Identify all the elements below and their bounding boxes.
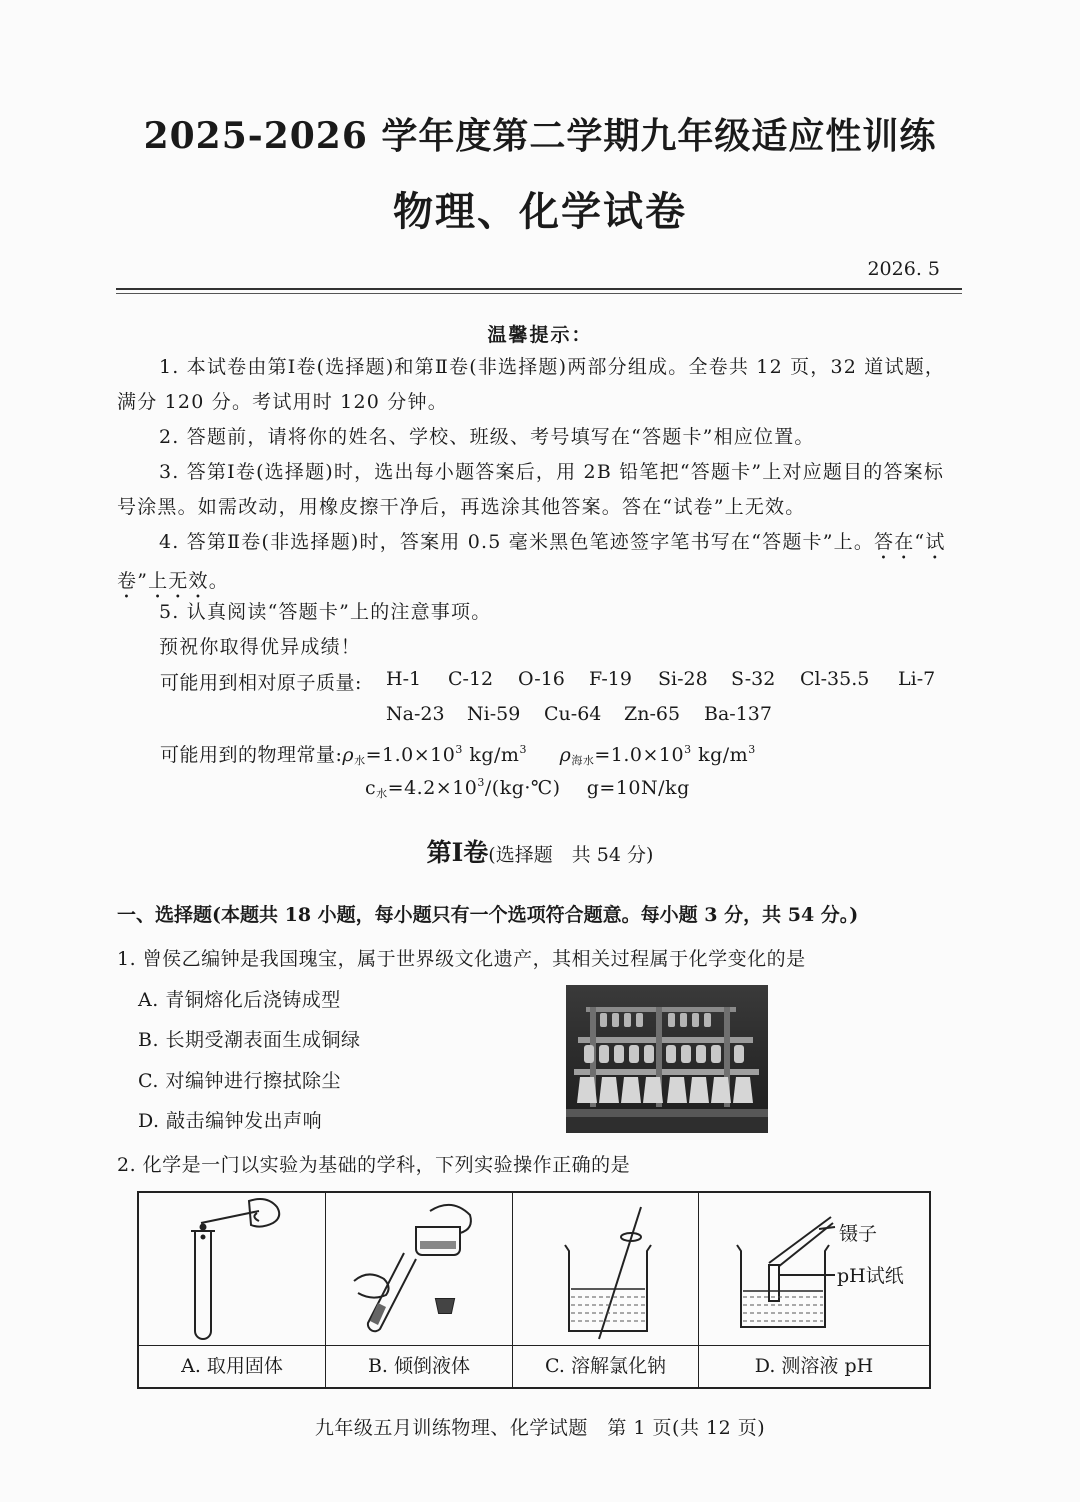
dissolving-nacl-illustration	[513, 1193, 699, 1343]
atomic-mass-item: Na-23	[386, 703, 445, 725]
section-title: 第Ⅰ卷	[426, 838, 489, 867]
c-symbol: c	[365, 777, 377, 799]
question-1-option-a: A. 青铜熔化后浇铸成型	[138, 989, 341, 1011]
g-value: g=10N/kg	[586, 777, 690, 799]
atomic-mass-item: Si-28	[658, 668, 708, 690]
exam-subject-title: 物理、化学试卷	[393, 188, 687, 235]
atomic-mass-item: Zn-65	[624, 703, 681, 725]
option-a-cell	[139, 1193, 326, 1387]
tips-heading: 温馨提示：	[487, 324, 593, 346]
atomic-mass-item: Li-7	[898, 668, 936, 690]
question-2-stem: 2. 化学是一门以实验为基础的学科，下列实验操作正确的是	[117, 1154, 631, 1176]
question-1-option-c: C. 对编钟进行擦拭除尘	[138, 1070, 341, 1092]
section-heading	[0, 833, 1080, 869]
rho-seawater-value: =1.0×10	[594, 744, 685, 766]
tip-item-4-end: 。	[208, 570, 229, 592]
bianzhong-bells-photo	[566, 985, 768, 1133]
question-1-stem: 1. 曾侯乙编钟是我国瑰宝，属于世界级文化遗产，其相关过程属于化学变化的是	[117, 948, 806, 970]
atomic-mass-item: H-1	[386, 668, 422, 690]
atomic-mass-item: F-19	[589, 668, 632, 690]
atomic-mass-item: Cl-35.5	[800, 668, 870, 690]
atomic-mass-item: Cu-64	[544, 703, 602, 725]
tip-item-4-emphasis: 答在“试卷”上无效	[117, 531, 946, 592]
rho-water-subscript: 水	[354, 754, 366, 767]
physics-constants-line-1: 可能用到的物理常量$:\rho_水=1.0\times 10^3$ $kg/m^3$ $\rho_{海水}=1.0\times 10^3$ $kg/m^3$	[160, 743, 756, 767]
tip-item-5: 5. 认真阅读“答题卡”上的注意事项。	[159, 601, 492, 623]
atomic-mass-label: 可能用到相对原子质量:	[160, 672, 362, 694]
option-c-cell	[513, 1193, 699, 1387]
tip-item-2: 2. 答题前，请将你的姓名、学校、班级、考号填写在“答题卡”相应位置。	[159, 426, 815, 448]
ph-paper-label: pH试纸	[837, 1265, 904, 1287]
header-rule-thin	[116, 293, 962, 294]
rho-water-value: =1.0×10	[365, 744, 456, 766]
option-b-cell	[326, 1193, 513, 1387]
tip-wish: 预祝你取得优异成绩！	[159, 636, 362, 658]
tip-item-3: 3. 答第Ⅰ卷(选择题)时，选出每小题答案后，用 2B 铅笔把“答题卡”上对应题目的答案标号涂黑。如需改动，用橡皮擦干净后，再选涂其他答案。答在“试卷”上无效。	[117, 461, 945, 518]
pouring-liquid-illustration	[326, 1193, 512, 1343]
option-d-cell	[699, 1193, 929, 1387]
atomic-mass-item: C-12	[448, 668, 494, 690]
tip-item-4	[117, 525, 963, 603]
exam-date: 2026. 5	[867, 258, 940, 280]
rho-symbol: ρ	[342, 744, 355, 766]
solid-sampling-illustration	[139, 1193, 325, 1343]
rho-symbol: ρ	[559, 744, 572, 766]
c-water-value: =4.2×10	[387, 777, 478, 799]
physics-constants-line-2: $c_水=4.2\times 10^3/(kg\cdot℃)$ g=10N/kg	[365, 776, 690, 800]
page-footer: 九年级五月训练物理、化学试题 第 1 页(共 12 页)	[314, 1417, 766, 1439]
exam-title: 2025-2026 学年度第二学期九年级适应性训练	[143, 115, 937, 157]
experiment-options-table	[137, 1191, 931, 1389]
part-heading: 一、选择题(本题共 18 小题，每小题只有一个选项符合题意。每小题 3 分，共 54 分。)	[117, 904, 859, 926]
question-1-option-b: B. 长期受潮表面生成铜绿	[138, 1029, 361, 1051]
question-1-option-d: D. 敲击编钟发出声响	[138, 1110, 323, 1132]
atomic-mass-item: Ba-137	[704, 703, 772, 725]
section-subtitle: (选择题 共 54 分)	[488, 844, 654, 866]
atomic-mass-item: S-32	[731, 668, 776, 690]
option-d-caption: D. 测溶液 pH	[699, 1345, 929, 1388]
rho-seawater-subscript: 海水	[571, 754, 595, 767]
tweezers-label: 镊子	[839, 1223, 878, 1245]
tip-item-4-text: 4. 答第Ⅱ卷(非选择题)时，答案用 0.5 毫米黑色笔迹签字笔书写在“答题卡”上。	[159, 531, 875, 553]
option-a-caption: A. 取用固体	[139, 1345, 325, 1388]
physics-constants-label: 可能用到的物理常量:	[160, 744, 343, 766]
option-b-caption: B. 倾倒液体	[326, 1345, 512, 1388]
option-c-caption: C. 溶解氯化钠	[513, 1345, 698, 1388]
atomic-mass-item: O-16	[518, 668, 565, 690]
tip-item-1: 1. 本试卷由第Ⅰ卷(选择题)和第Ⅱ卷(非选择题)两部分组成。全卷共 12 页，32 道试题，满分 120 分。考试用时 120 分钟。	[117, 356, 946, 413]
c-unit: /(kg·℃)	[484, 777, 561, 799]
header-rule-thick	[116, 288, 962, 290]
atomic-mass-item: Ni-59	[467, 703, 521, 725]
